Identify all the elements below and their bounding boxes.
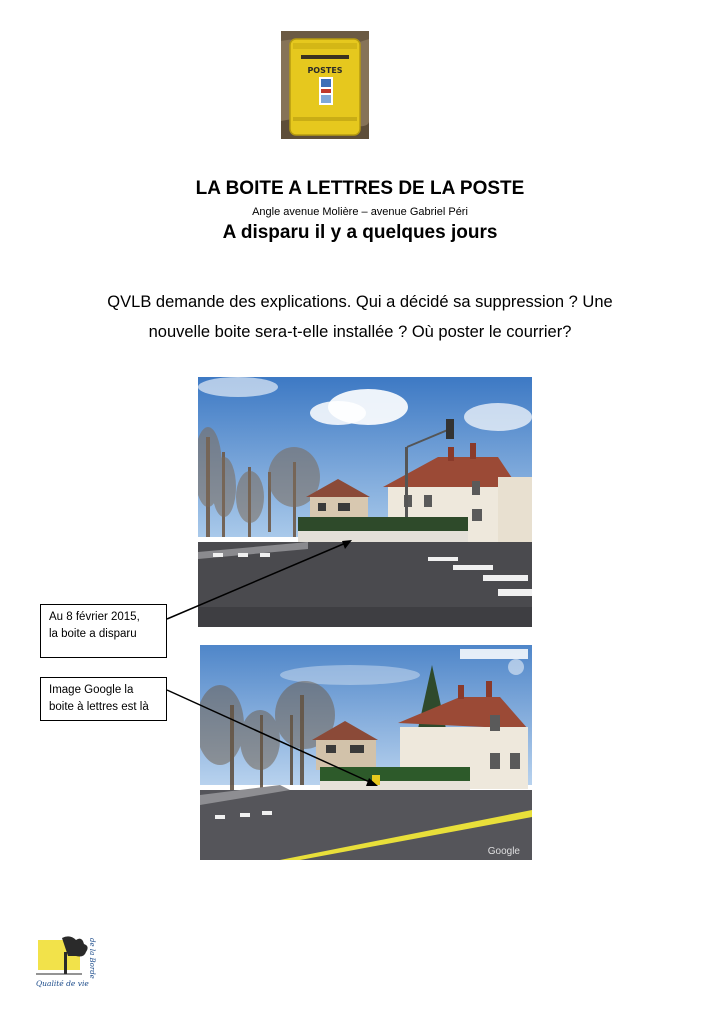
document-subtitle: Angle avenue Molière – avenue Gabriel Péri [252,206,468,218]
logo-text-bottom: Qualité de vie [36,979,89,988]
callout-1-line-1: Au 8 février 2015, [49,611,140,623]
callout-2-line-2: boite à lettres est là [49,701,149,713]
body-text-line-1: QVLB demande des explications. Qui a décidé sa suppression ? Une [107,293,613,311]
mailbox-sign-text: POSTES [307,66,343,75]
document-headline: A disparu il y a quelques jours [222,222,498,243]
callout-box-2015 [40,604,167,658]
callout-2-line-1: Image Google la [49,684,134,696]
mailbox-photo [281,31,369,139]
google-watermark: Google [487,846,520,857]
street-photo-google [200,645,532,860]
logo-text-side: de la Borde [88,938,96,979]
document-title: LA BOITE A LETTRES DE LA POSTE [195,178,525,199]
callout-box-google [40,677,167,721]
body-text-line-2: nouvelle boite sera-t-elle installée ? Où poster le courrier? [148,323,572,341]
street-photo-2015 [198,377,532,627]
qvlb-logo [32,934,102,994]
callout-1-line-2: la boite a disparu [49,628,137,640]
